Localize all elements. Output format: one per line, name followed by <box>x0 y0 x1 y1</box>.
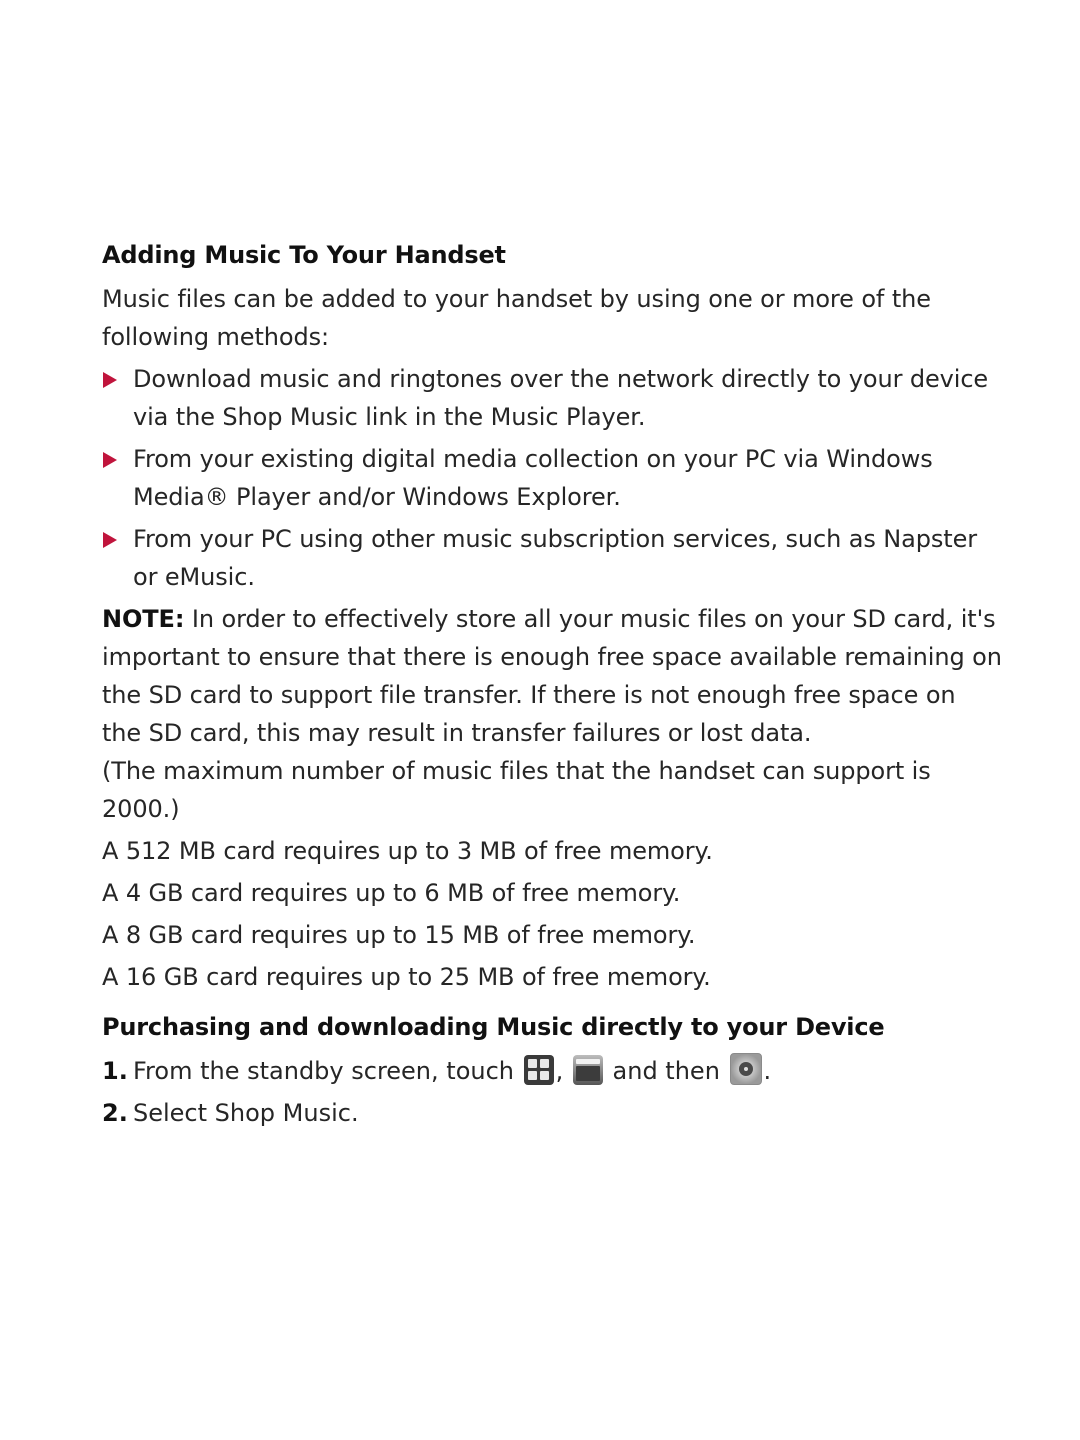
step-text: . <box>763 1057 772 1085</box>
step-number: 1. <box>102 1057 128 1085</box>
section-heading-purchasing: Purchasing and downloading Music directly to your Device <box>102 1013 885 1041</box>
card-requirement-line: A 8 GB card requires up to 15 MB of free memory. <box>102 921 696 949</box>
note-label: NOTE: <box>102 605 185 633</box>
bullet-text: Download music and ringtones over the network directly to your device via the Shop Music link in the Music Player. <box>133 365 989 431</box>
card-requirement-line: A 16 GB card requires up to 25 MB of free memory. <box>102 963 711 991</box>
list-item <box>102 360 1002 436</box>
card-requirement-line: A 512 MB card requires up to 3 MB of free memory. <box>102 837 713 865</box>
manual-page <box>102 236 1002 1136</box>
step-item <box>102 1094 1002 1132</box>
steps-list <box>102 1052 1002 1132</box>
step-text: and then <box>604 1057 728 1085</box>
music-player-icon <box>730 1053 762 1085</box>
apps-grid-icon <box>524 1055 554 1085</box>
step-text: From the standby screen, touch <box>133 1057 522 1085</box>
bullet-arrow-icon <box>103 532 117 548</box>
note-text: In order to effectively store all your music files on your SD card, it's important to ensure that there is enough free space available remaining on the SD card to support file transfer. If there is not enough free space on the SD card, this may result in transfer failures or lost data. <box>102 605 1002 747</box>
list-item <box>102 520 1002 596</box>
card-requirement-line: A 4 GB card requires up to 6 MB of free memory. <box>102 879 681 907</box>
note-paragraph <box>102 600 1002 752</box>
bullet-arrow-icon <box>103 452 117 468</box>
step-separator: , <box>555 1057 571 1085</box>
methods-list <box>102 360 1002 596</box>
bullet-text: From your existing digital media collection on your PC via Windows Media® Player and/or Windows Explorer. <box>133 445 933 511</box>
bullet-text: From your PC using other music subscription services, such as Napster or eMusic. <box>133 525 978 591</box>
applications-folder-icon <box>573 1055 603 1085</box>
step-text: Select Shop Music. <box>133 1099 359 1127</box>
step-item <box>102 1052 1002 1090</box>
step-number: 2. <box>102 1099 128 1127</box>
list-item <box>102 440 1002 516</box>
section-heading-adding-music: Adding Music To Your Handset <box>102 241 506 269</box>
bullet-arrow-icon <box>103 372 117 388</box>
intro-paragraph: Music files can be added to your handset by using one or more of the following methods: <box>102 285 931 351</box>
max-files-paragraph: (The maximum number of music files that the handset can support is 2000.) <box>102 757 931 823</box>
